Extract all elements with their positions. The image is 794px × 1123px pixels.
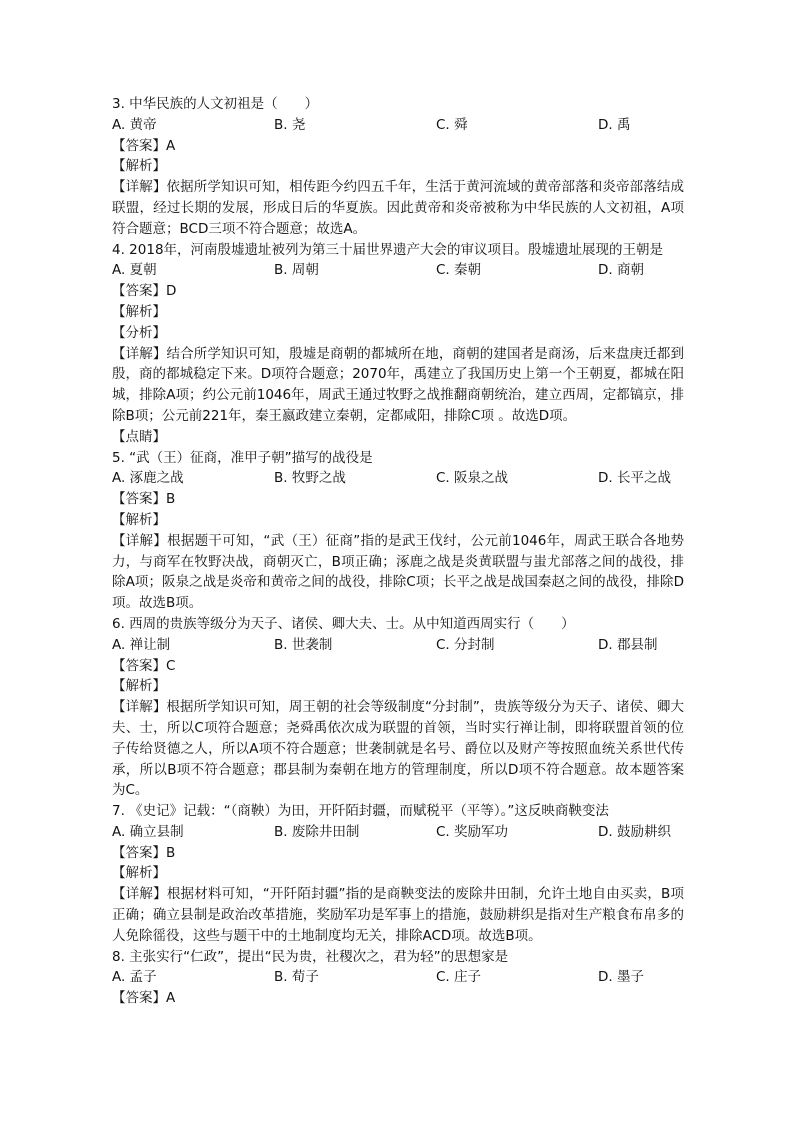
question-stem: 6. 西周的贵族等级分为天子、诸侯、卿大夫、士。从中知道西周实行（ ） — [112, 615, 575, 632]
detail-explanation: 【详解】结合所学知识可知，殷墟是商朝的都城所在地，商朝的建国者是商汤，后来盘庚迁都到殷，商的都城稳定下来。D项符合题意；2070年，禹建立了我国历史上第一个王朝夏，都城在阳城，排除A项；约公元前1046年，周武王通过牧野之战推翻商朝统治，建立西周，定都镐京，排除B项；公元前221年，秦王嬴政建立秦朝，定都咸阳，排除C项 。故选D项。 — [112, 345, 684, 424]
option-b: B. 尧 — [274, 116, 306, 133]
option-c: C. 奖励军功 — [436, 823, 509, 840]
option-d: D. 禹 — [598, 116, 631, 133]
option-d: D. 墨子 — [598, 969, 644, 986]
option-d: D. 鼓励耕织 — [598, 823, 671, 840]
options-row — [112, 115, 684, 136]
document-page — [112, 94, 684, 1009]
question-stem: 5. “武（王）征商，准甲子朝”描写的战役是 — [112, 449, 373, 466]
detail-explanation: 【详解】根据题干可知，“武（王）征商”指的是武王伐纣，公元前1046年，周武王联合各地势力，与商军在牧野决战，商朝灭亡，B项正确；涿鹿之战是炎黄联盟与蚩尤部落之间的战役，排除A项；阪泉之战是炎帝和黄帝之间的战役，排除C项；长平之战是战国秦赵之间的战役，排除D项。故选B项。 — [112, 532, 684, 612]
answer-line: 【答案】A — [112, 137, 176, 154]
option-a: A. 夏朝 — [112, 262, 157, 279]
option-c: C. 分封制 — [436, 636, 495, 653]
question-3 — [112, 94, 684, 240]
option-b: B. 废除井田制 — [274, 823, 360, 840]
question-stem: 8. 主张实行“仁政”，提出“民为贵，社稷次之，君为轻”的思想家是 — [112, 948, 509, 965]
option-c: C. 秦朝 — [436, 262, 482, 279]
detail-explanation: 【详解】依据所学知识可知，相传距今约四五千年，生活于黄河流域的黄帝部落和炎帝部落结成联盟，经过长期的发展，形成日后的华夏族。因此黄帝和炎帝被称为中华民族的人文初祖，A项符合题意；BCD三项不符合题意；故选A。 — [112, 179, 684, 237]
options-row — [112, 967, 684, 988]
answer-line: 【答案】B — [112, 491, 176, 508]
options-row — [112, 468, 684, 489]
answer-line: 【答案】C — [112, 657, 176, 674]
option-a: A. 涿鹿之战 — [112, 470, 184, 487]
analysis-label: 【解析】 — [112, 865, 166, 882]
question-4 — [112, 240, 684, 448]
option-c: C. 庄子 — [436, 969, 482, 986]
question-5 — [112, 448, 684, 614]
question-stem: 4. 2018年，河南殷墟遗址被列为第三十届世界遗产大会的审议项目。殷墟遗址展现的王朝是 — [112, 241, 664, 258]
question-6 — [112, 614, 684, 801]
analysis-label: 【解析】 — [112, 303, 166, 320]
option-a: A. 黄帝 — [112, 116, 157, 133]
question-stem: 3. 中华民族的人文初祖是（ ） — [112, 96, 319, 112]
detail-explanation: 【详解】根据所学知识可知，周王朝的社会等级制度“分封制”，贵族等级分为天子、诸侯、卿大夫、士，所以C项符合题意；尧舜禹依次成为联盟的首领，当时实行禅让制，即将联盟首领的位子传给贤德之人，所以A项不符合题意；世袭制就是名号、爵位以及财产等按照血统关系世代传承，所以B项不符合题意；郡县制为秦朝在地方的管理制度，所以D项不符合题意。故本题答案为C。 — [112, 699, 684, 799]
option-c: C. 阪泉之战 — [436, 470, 509, 487]
option-c: C. 舜 — [436, 116, 468, 133]
question-stem: 7. 《史记》记载：“（商鞅）为田，开阡陌封疆，而赋税平（平等）。”这反映商鞅变法 — [112, 803, 609, 820]
answer-line: 【答案】B — [112, 844, 176, 861]
analysis-label: 【解析】 — [112, 678, 166, 695]
option-a: A. 孟子 — [112, 969, 157, 986]
option-a: A. 确立县制 — [112, 823, 184, 840]
analysis-label: 【解析】 — [112, 511, 166, 528]
detail-explanation: 【详解】根据材料可知，“开阡陌封疆”指的是商鞅变法的废除井田制，允许土地自由买卖，B项正确；确立县制是政治改革措施，奖励军功是军事上的措施，鼓励耕织是指对生产粮食布帛多的人免除徭役，这些与题干中的土地制度均无关，排除ACD项。故选B项。 — [112, 886, 684, 944]
fenxi-label: 【分析】 — [112, 324, 166, 341]
option-d: D. 郡县制 — [598, 636, 658, 653]
options-row — [112, 635, 684, 656]
option-b: B. 荀子 — [274, 969, 319, 986]
options-row — [112, 260, 684, 281]
options-row — [112, 822, 684, 843]
option-d: D. 长平之战 — [598, 470, 671, 487]
question-8 — [112, 947, 684, 1009]
answer-line: 【答案】D — [112, 283, 177, 300]
analysis-label: 【解析】 — [112, 158, 166, 175]
answer-line: 【答案】A — [112, 990, 176, 1007]
question-7 — [112, 801, 684, 947]
dianjing-label: 【点睛】 — [112, 428, 166, 445]
option-a: A. 禅让制 — [112, 636, 171, 653]
option-b: B. 周朝 — [274, 262, 319, 279]
option-b: B. 牧野之战 — [274, 470, 346, 487]
option-b: B. 世袭制 — [274, 636, 333, 653]
option-d: D. 商朝 — [598, 262, 644, 279]
